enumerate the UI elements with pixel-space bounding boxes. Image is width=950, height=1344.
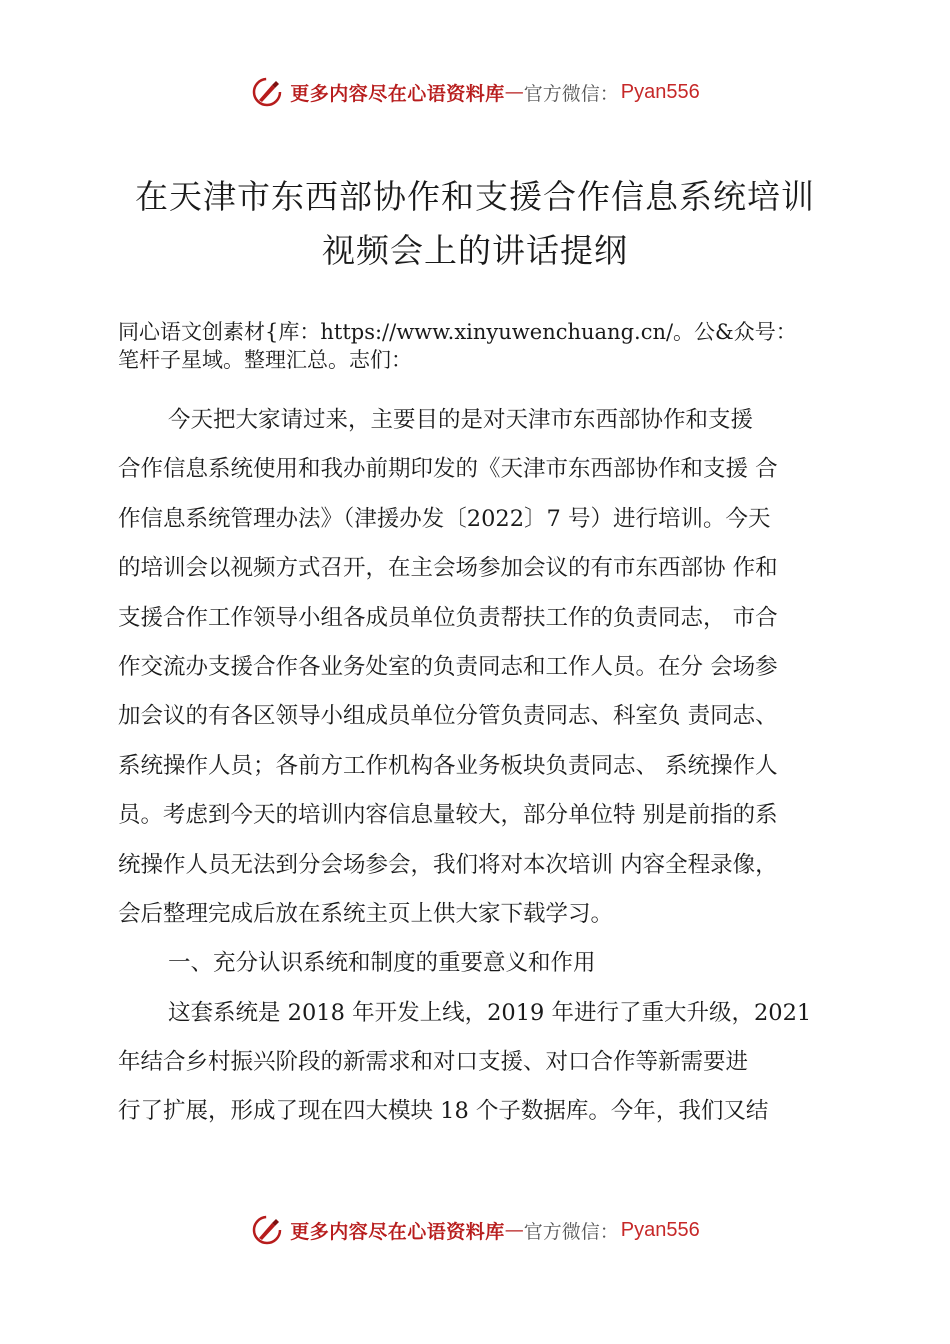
body-line: 今天把大家请过来，主要目的是对天津市东西部协作和支援 xyxy=(168,407,754,433)
body-line: 员。考虑到今天的培训内容信息量较大，部分单位特 别是前指的系 xyxy=(118,802,778,829)
document-title xyxy=(60,170,890,278)
source-note xyxy=(118,318,878,374)
body-line: 系统操作人员；各前方工作机构各业务板块负责同志、 系统操作人 xyxy=(118,752,778,779)
body-line: 支援合作工作领导小组各成员单位负责帮扶工作的负责同志， 市合 xyxy=(118,604,778,631)
section-heading: 一、充分认识系统和制度的重要意义和作用 xyxy=(168,950,596,977)
pen-swirl-logo-icon xyxy=(250,75,284,109)
header-banner xyxy=(0,70,950,114)
banner-wechat-label: 官方微信： xyxy=(523,82,619,105)
banner-wechat-id: Pyan556 xyxy=(620,80,700,103)
body-line: 会后整理完成后放在系统主页上供大家下载学习。 xyxy=(118,900,614,927)
body-line: 统操作人员无法到分会场参会，我们将对本次培训 内容全程录像， xyxy=(118,851,778,878)
body-line: 行了扩展，形成了现在四大模块 18 个子数据库。今年，我们又结 xyxy=(118,1098,769,1125)
body-line: 年结合乡村振兴阶段的新需求和对口支援、对口合作等新需要进 xyxy=(118,1049,749,1076)
footer-banner xyxy=(0,1208,950,1252)
document-body xyxy=(118,396,878,1137)
body-line: 这套系统是 2018 年开发上线，2019 年进行了重大升级，2021 xyxy=(168,999,812,1026)
banner-dash: — xyxy=(504,1219,524,1241)
body-line: 作信息系统管理办法》（津援办发〔2022〕7 号）进行培训。今天 xyxy=(118,505,771,532)
banner-site-text: 更多内容尽在心语资料库 xyxy=(290,82,505,105)
banner-site-text: 更多内容尽在心语资料库 xyxy=(290,1220,505,1243)
banner-wechat-label: 官方微信： xyxy=(523,1220,619,1243)
source-note-line-2: 笔杆子星域。整理汇总。志们： xyxy=(118,348,412,372)
banner-wechat-id: Pyan556 xyxy=(620,1218,700,1241)
banner-dash: — xyxy=(504,81,524,103)
body-line: 合作信息系统使用和我办前期印发的《天津市东西部协作和支援 合 xyxy=(118,456,778,483)
body-line: 的培训会以视频方式召开，在主会场参加会议的有市东西部协 作和 xyxy=(118,555,778,582)
title-line-2: 视频会上的讲话提纲 xyxy=(322,231,628,270)
title-line-1: 在天津市东西部协作和支援合作信息系统培训 xyxy=(135,177,815,216)
body-line: 作交流办支援合作各业务处室的负责同志和工作人员。在分 会场参 xyxy=(118,653,778,680)
source-note-line-1: 同心语文创素材{库：https://www.xinyuwenchuang.cn/。公&众号： xyxy=(118,320,797,344)
body-line: 加会议的有各区领导小组成员单位分管负责同志、科室负 责同志、 xyxy=(118,703,778,730)
pen-swirl-logo-icon xyxy=(250,1213,284,1247)
